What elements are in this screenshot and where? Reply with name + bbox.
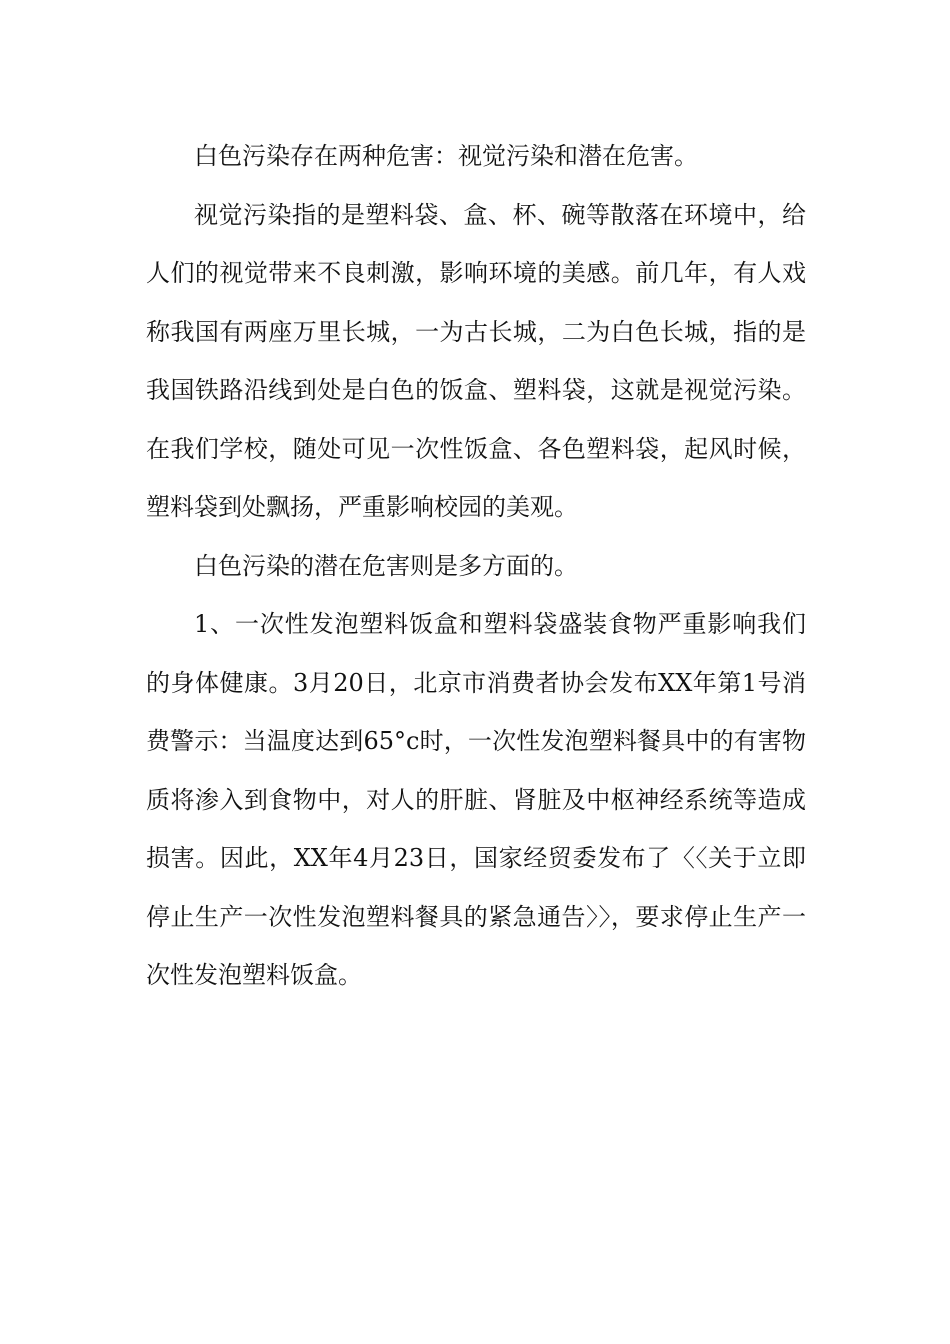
paragraph-potential-harm: 白色污染的潜在危害则是多方面的。	[194, 551, 578, 580]
paragraph-visual-pollution: 视觉污染指的是塑料袋、盒、杯、碗等散落在环境中，给人们的视觉带来不良刺激，影响环境的美感。前几年，有人戏称我国有两座万里长城，一为古长城，二为白色长城，指的是我国铁路沿线到处是白色的饭盒、塑料袋，这就是视觉污染。在我们学校，随处可见一次性饭盒、各色塑料袋，起风时候，塑料袋到处飘扬，严重影响校园的美观。	[146, 200, 806, 521]
paragraph-harm-types: 白色污染存在两种危害：视觉污染和潜在危害。	[194, 142, 698, 170]
document-body	[146, 127, 806, 1005]
paragraph-health-impact: 1、一次性发泡塑料饭盒和塑料袋盛装食物严重影响我们的身体健康。3月20日，北京市消费者协会发布XX年第1号消费警示：当温度达到65°c时，一次性发泡塑料餐具中的有害物质将渗入到食物中，对人的肝脏、肾脏及中枢神经系统等造成损害。因此，XX年4月23日，国家经贸委发布了〈〈关于立即停止生产一次性发泡塑料餐具的紧急通告〉〉，要求停止生产一次性发泡塑料饭盒。	[146, 610, 806, 989]
